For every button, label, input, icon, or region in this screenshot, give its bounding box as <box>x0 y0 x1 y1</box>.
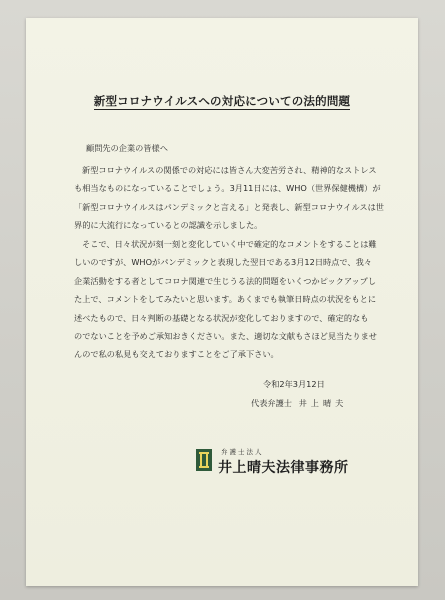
paragraph-2 <box>74 235 384 364</box>
paragraph-2-line: んので私の私見も交えておりますことをご了承下さい。 <box>74 349 279 360</box>
paragraph-2-line: 述べたもので、日々判断の基礎となる状況が変化しておりますので、確定的なも <box>74 312 369 323</box>
paragraph-2-line: しいのですが、WHOがパンデミックと表現した翌日である3月12日時点で、我々 <box>74 257 372 268</box>
signer-title: 代表弁護士 <box>251 398 292 408</box>
document-title-text: 新型コロナウイルスへの対応についての法的問題 <box>93 94 351 108</box>
firm-logo-icon <box>196 449 212 471</box>
signer <box>251 398 347 409</box>
letter-sheet <box>26 18 418 586</box>
paragraph-1-line: 新型コロナウイルスの関係での対応には皆さん大変苦労され、精神的なストレス <box>82 165 377 175</box>
firm-name: 井上晴夫法律事務所 <box>218 460 349 476</box>
signer-name: 井上晴夫 <box>298 398 348 408</box>
paragraph-2-line: た上で、コメントをしてみたいと思います。あくまでも執筆日時点の状況をもとに <box>74 294 377 305</box>
salutation: 顧問先の企業の皆様へ <box>86 143 168 153</box>
paragraph-2-line: そこで、日々状況が刻一刻と変化していく中で確定的なコメントをすることは難 <box>82 239 377 249</box>
paragraph-1-line: も相当なものになっていることでしょう。3月11日には、WHO（世界保健機構）が <box>74 183 381 194</box>
paragraph-2-line: のでないことを予めご承知おきください。また、適切な文献もさほど見当たりませ <box>74 331 377 342</box>
paragraph-2-line: 企業活動をする者としてコロナ関連で生じうる法的問題をいくつかピックアップし <box>74 275 377 286</box>
paragraph-1-line: 界的に大流行になっているとの認識を示しました。 <box>74 220 263 231</box>
firm-logo <box>196 447 396 477</box>
paragraph-1 <box>74 161 384 235</box>
firm-type: 弁護士法人 <box>221 448 264 456</box>
letter-date: 令和2年3月12日 <box>263 379 325 389</box>
document-title <box>26 93 418 109</box>
paragraph-1-line: 「新型コロナウイルスはパンデミックと言える」と発表し、新型コロナウイルスは世 <box>74 201 384 212</box>
